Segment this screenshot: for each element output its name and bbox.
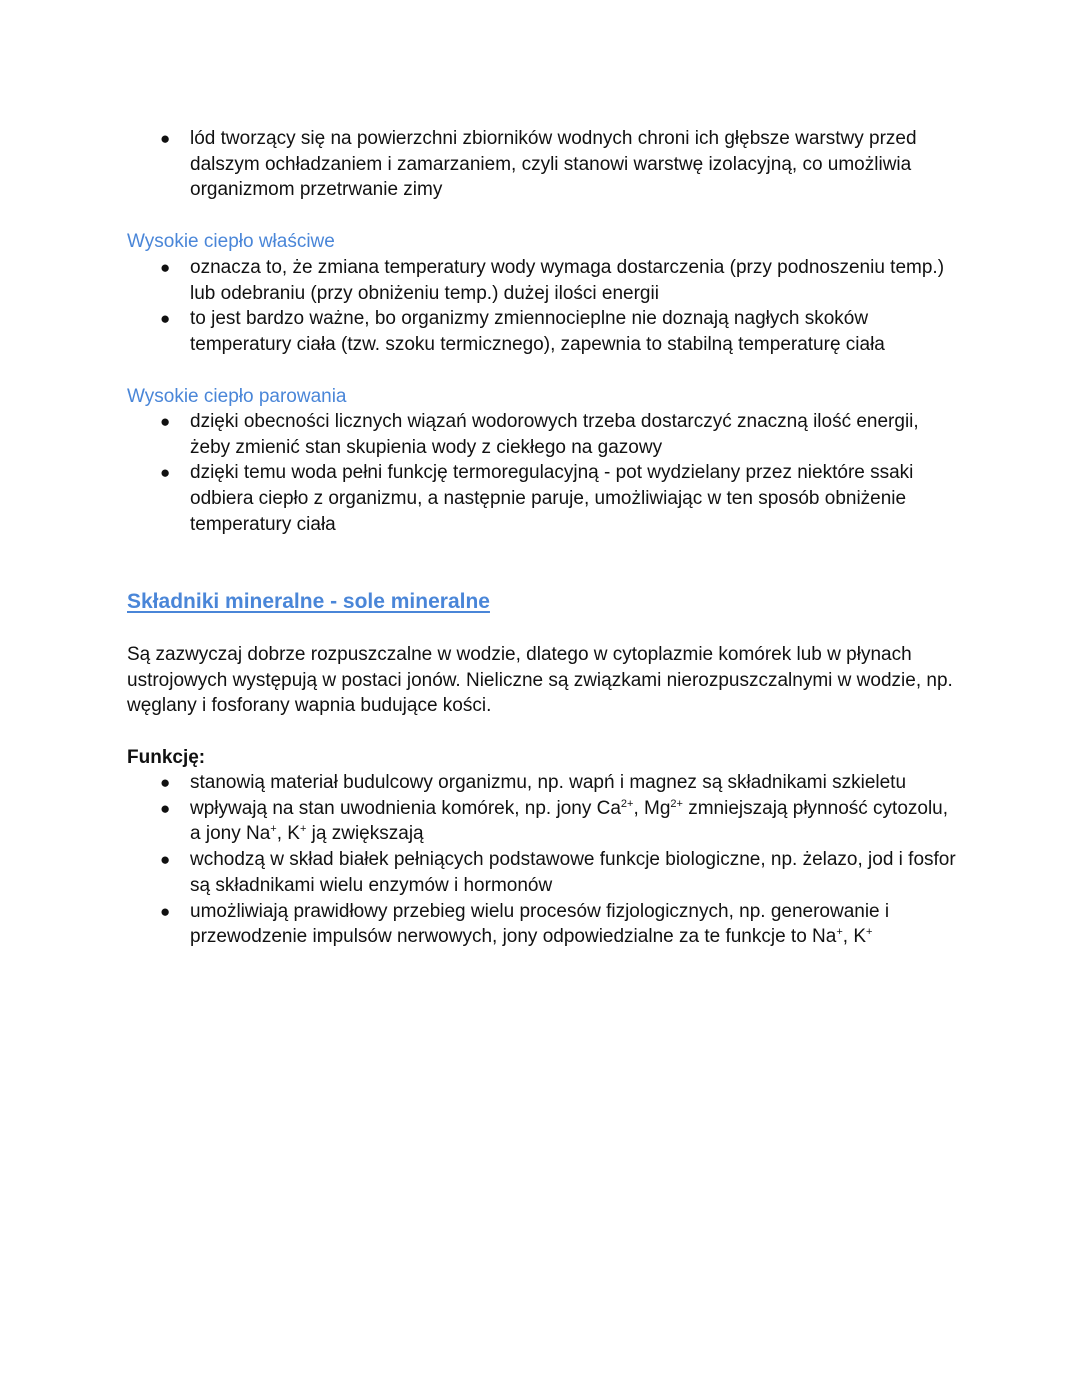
list-item-text: oznacza to, że zmiana temperatury wody wymaga dostarczenia (przy podnoszeniu temp.) lub odebraniu (przy obniżeniu temp.) dużej ilości energii (190, 257, 945, 304)
ice-insulation-list (0, 126, 1080, 203)
list-item (0, 460, 1080, 537)
list-item (0, 796, 1080, 847)
text-run: umożliwiają prawidłowy przebieg wielu procesów fizjologicznych, np. generowanie i przewodzenie impulsów nerwowych, jony odpowiedzialne za te funkcje to Na (190, 900, 890, 948)
evaporation-list (0, 409, 1080, 538)
list-item-text: dzięki obecności licznych wiązań wodorowych trzeba dostarczyć znaczną ilość energii, żeby zmienić stan skupienia wody z ciekłego na gazowy (190, 411, 919, 458)
minerals-intro-paragraph: Są zazwyczaj dobrze rozpuszczalne w wodzie, dlatego w cytoplazmie komórek lub w płynach ustrojowych występują w postaci jonów. Nieliczne są związkami nierozpuszczalnymi w wodzie, np. węglany i fosforany wapnia budujące kości. (127, 644, 953, 717)
functions-label: Funkcję: (127, 747, 206, 768)
superscript: + (299, 823, 307, 836)
evaporation-heading: Wysokie ciepło parowania (127, 386, 347, 407)
list-item (0, 847, 1080, 898)
text-run: , K (842, 926, 867, 948)
list-item-text (190, 901, 889, 948)
list-item (0, 899, 1080, 950)
list-item-text: lód tworzący się na powierzchni zbiorników wodnych chroni ich głębsze warstwy przed dalszym ochładzaniem i zamarzaniem, czyli stanowi warstwę izolacyjną, co umożliwia organizmom przetrwanie zimy (190, 128, 917, 201)
bullet-icon: ● (160, 901, 171, 921)
list-item (0, 306, 1080, 357)
text-run: , K (276, 823, 300, 845)
list-item-text (190, 798, 948, 845)
bullet-icon: ● (160, 129, 171, 148)
text-run: ją zwiększają (306, 823, 424, 845)
superscript: + (836, 926, 843, 939)
text-run: wpływają na stan uwodnienia komórek, np. jony Ca (190, 797, 621, 819)
bullet-icon: ● (160, 773, 171, 792)
list-item (0, 255, 1080, 306)
functions-list (0, 770, 1080, 950)
text-run: , Mg (633, 797, 671, 819)
bullet-icon: ● (160, 798, 171, 818)
bullet-icon: ● (160, 309, 171, 329)
list-item-text: dzięki temu woda pełni funkcję termoregulacyjną - pot wydzielany przez niektóre ssaki odbiera ciepło z organizmu, a następnie paruje, umożliwiając w ten sposób obniżenie temperatury ciała (190, 462, 914, 535)
list-item (0, 770, 1080, 796)
bullet-icon: ● (160, 412, 171, 431)
list-item-text: stanowią materiał budulcowy organizmu, np. wapń i magnez są składnikami szkieletu (190, 772, 907, 793)
list-item (0, 126, 1080, 203)
bullet-icon: ● (160, 850, 171, 870)
minerals-section-title: Składniki mineralne - sole mineralne (127, 590, 490, 613)
heat-capacity-heading: Wysokie ciepło właściwe (127, 231, 335, 252)
list-item-text: to jest bardzo ważne, bo organizmy zmiennocieplne nie doznają nagłych skoków temperatury ciała (tzw. szoku termicznego), zapewnia to stabilną temperaturę ciała (190, 308, 885, 356)
superscript: + (866, 926, 873, 939)
text-run: zmniejszają płynność cytozolu, a jony Na (190, 797, 949, 845)
superscript: 2+ (620, 797, 634, 810)
list-item (0, 409, 1080, 460)
heat-capacity-list (0, 255, 1080, 358)
list-item-text: wchodzą w skład białek pełniących podstawowe funkcje biologiczne, np. żelazo, jod i fosfor są składnikami wielu enzymów i hormonów (190, 849, 956, 896)
bullet-icon: ● (160, 258, 171, 277)
superscript: + (270, 823, 277, 836)
superscript: 2+ (670, 797, 683, 810)
bullet-icon: ● (160, 463, 171, 483)
